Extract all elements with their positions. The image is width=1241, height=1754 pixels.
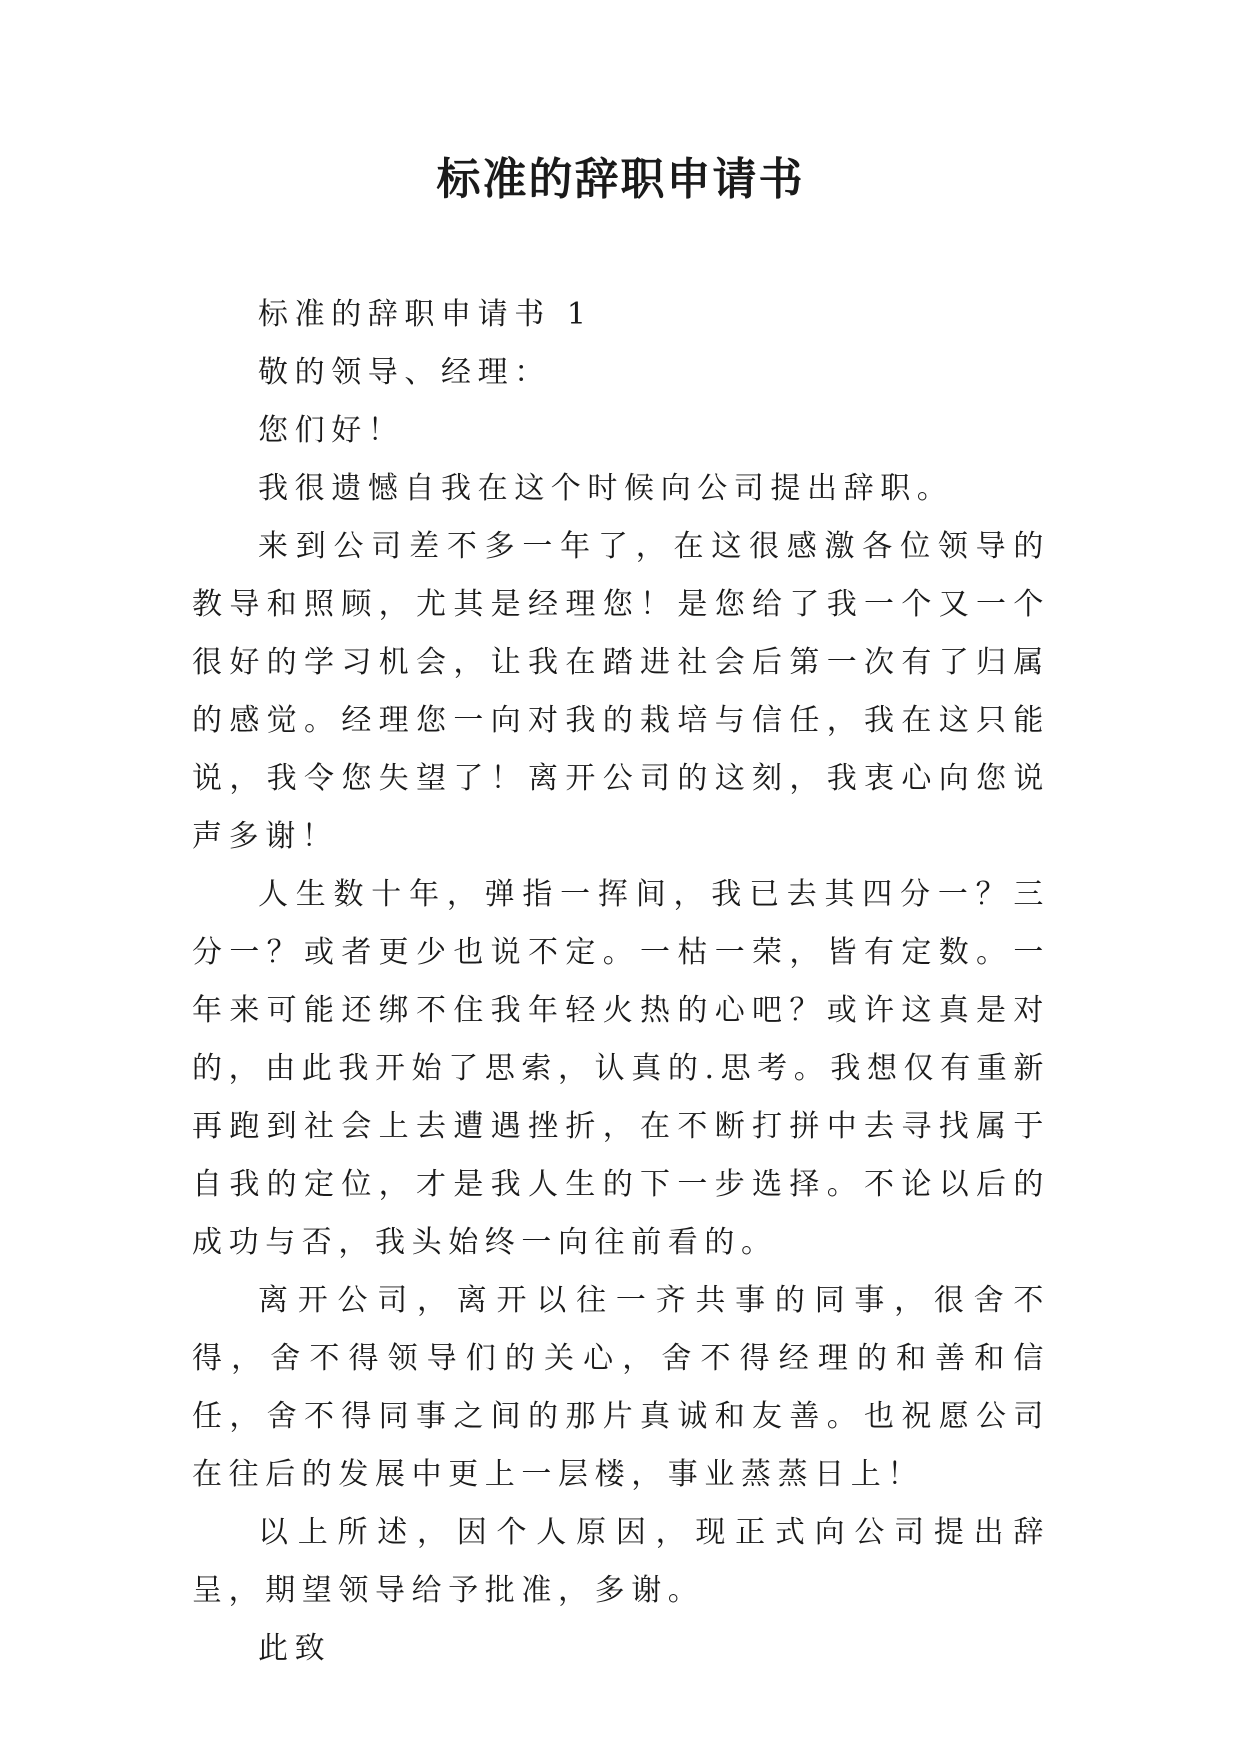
document-title: 标准的辞职申请书 — [436, 154, 805, 205]
salutation-paragraph: 敬的领导、经理： — [258, 355, 551, 390]
body-paragraph: 离开公司，离开以往一齐共事的同事，很舍不得，舍不得领导们的关心，舍不得经理的和善和信任，舍不得同事之间的那片真诚和友善。也祝愿公司在往后的发展中更上一层楼，事业蒸蒸日上！ — [192, 1283, 1050, 1492]
subtitle-paragraph: 标准的辞职申请书 1 — [258, 297, 593, 332]
greeting-paragraph: 您们好！ — [258, 413, 405, 448]
document-body — [192, 286, 1050, 1678]
body-paragraph: 来到公司差不多一年了，在这很感激各位领导的教导和照顾，尤其是经理您！是您给了我一个又一个很好的学习机会，让我在踏进社会后第一次有了归属的感觉。经理您一向对我的栽培与信任，我在这只能说，我令您失望了！离开公司的这刻，我衷心向您说声多谢！ — [192, 529, 1050, 854]
body-paragraph: 以上所述，因个人原因，现正式向公司提出辞呈，期望领导给予批准，多谢。 — [192, 1515, 1050, 1608]
body-paragraph: 人生数十年，弹指一挥间，我已去其四分一？三分一？或者更少也说不定。一枯一荣，皆有定数。一年来可能还绑不住我年轻火热的心吧？或许这真是对的，由此我开始了思索，认真的.思考。我想仅有重新再跑到社会上去遭遇挫折，在不断打拼中去寻找属于自我的定位，才是我人生的下一步选择。不论以后的成功与否，我头始终一向往前看的。 — [192, 877, 1050, 1260]
body-paragraph: 我很遗憾自我在这个时候向公司提出辞职。 — [258, 471, 954, 506]
closing-paragraph: 此致 — [258, 1631, 332, 1666]
